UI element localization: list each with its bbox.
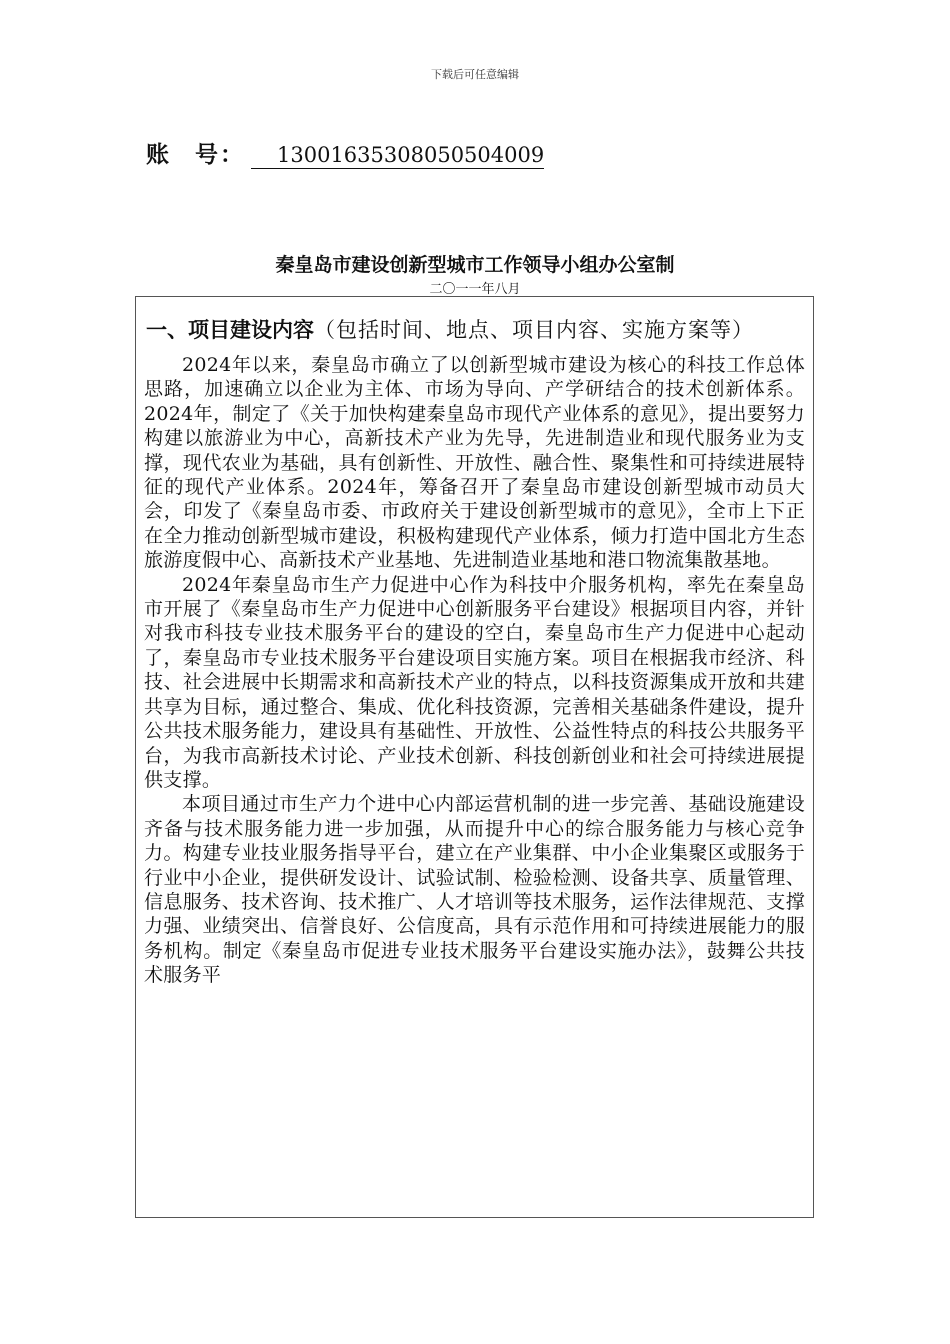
account-number: 13001635308050504009 — [251, 142, 544, 169]
organization-name: 秦皇岛市建设创新型城市工作领导小组办公室制 — [275, 254, 675, 276]
section-heading — [146, 307, 805, 353]
paragraph: 2024年秦皇岛市生产力促进中心作为科技中介服务机构，率先在秦皇岛市开展了《秦皇岛市生产力促进中心创新服务平台建设》根据项目内容，并针对我市科技专业技术服务平台的建设的空白，秦皇岛市生产力促进中心起动了，秦皇岛市专业技术服务平台建设项目实施方案。项目在根据我市经济、科技、社会进展中长期需求和高新技术产业的特点，以科技资源集成开放和共建共享为目标，通过整合、集成、优化科技资源，完善相关基础条件建设，提升公共技术服务能力，建设具有基础性、开放性、公益性特点的科技公共服务平台，为我市高新技术讨论、产业技术创新、科技创新创业和社会可持续进展提供支撑。 — [144, 573, 805, 791]
account-row — [146, 136, 544, 169]
document-date: 二〇一一年八月 — [429, 282, 521, 297]
account-label — [146, 142, 245, 168]
section-heading-note: （包括时间、地点、项目内容、实施方案等） — [314, 318, 754, 342]
paragraph: 本项目通过市生产力个进中心内部运营机制的进一步完善、基础设施建设齐备与技术服务能力进一步加强，从而提升中心的综合服务能力与核心竞争力。构建专业技业服务指导平台，建立在产业集群、中小企业集聚区或服务于行业中小企业，提供研发设计、试验试制、检验检测、设备共享、质量管理、信息服务、技术咨询、技术推广、人才培训等技术服务，运作法律规范、支撑力强、业绩突出、信誉良好、公信度高，具有示范作用和可持续进展能力的服务机构。制定《秦皇岛市促进专业技术服务平台建设实施办法》，鼓舞公共技术服务平 — [144, 793, 805, 987]
account-label-part2: 号： — [195, 142, 245, 168]
section-heading-title: 一、项目建设内容 — [146, 318, 314, 342]
page-header-note: 下载后可任意编辑 — [431, 68, 519, 81]
paragraph: 2024年以来，秦皇岛市确立了以创新型城市建设为核心的科技工作总体思路，加速确立以企业为主体、市场为导向、产学研结合的技术创新体系。2024年，制定了《关于加快构建秦皇岛市现代产业体系的意见》，提出要努力构建以旅游业为中心，高新技术产业为先导，先进制造业和现代服务业为支撑，现代农业为基础，具有创新性、开放性、融合性、聚集性和可持续进展特征的现代产业体系。2024年，筹备召开了秦皇岛市建设创新型城市动员大会，印发了《秦皇岛市委、市政府关于建设创新型城市的意见》，全市上下正在全力推动创新型城市建设，积极构建现代产业体系，倾力打造中国北方生态旅游度假中心、高新技术产业基地、先进制造业基地和港口物流集散基地。 — [144, 354, 805, 572]
account-label-part1: 账 — [146, 142, 171, 168]
section-body — [144, 353, 805, 988]
project-content-box — [135, 296, 814, 1218]
